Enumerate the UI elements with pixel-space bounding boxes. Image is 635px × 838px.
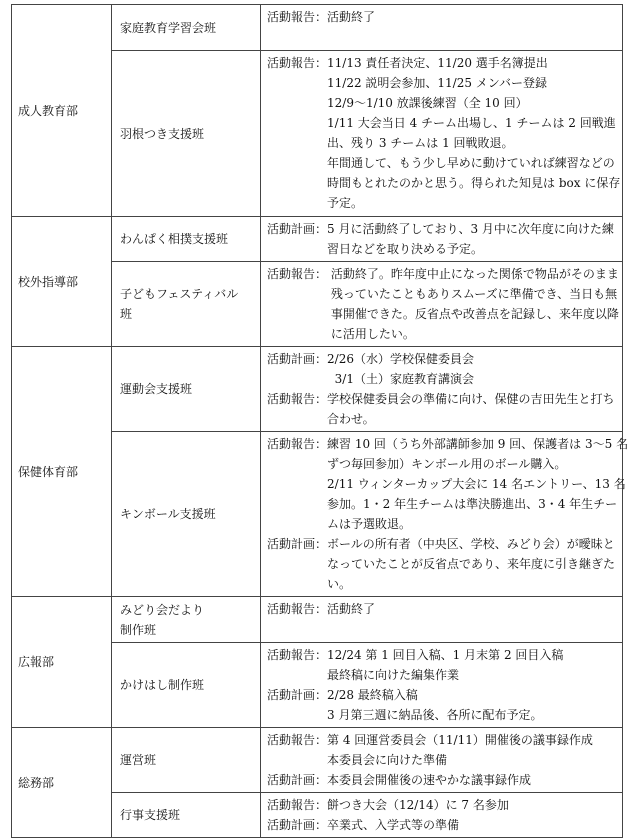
team-name-line: 羽根つき支援班 [120,126,205,141]
entry-line: 2/26（水）学校保健委員会 [327,352,474,366]
entry-body [327,219,618,259]
activity-entry [267,685,618,725]
entry-line: 3 月第三週に納品後、各所に配布予定。 [327,708,543,722]
team-cell [112,432,261,597]
team-cell [112,217,261,262]
entry-line: 2/11 ウィンターカップ大会に 14 名エントリー、13 名 [327,477,626,491]
team-name-line: 家庭教育学習会班 [120,20,217,35]
entry-label: 活動報告： [267,798,328,812]
entry-body [327,389,618,429]
entry-line: なっていたことが反省点であり、来年度に引き継ぎた [327,557,616,571]
entry-label: 活動計画： [267,818,328,832]
content-cell [261,217,623,262]
entry-line: 学校保健委員会の準備に向け、保健の吉田先生と打ち [327,392,615,406]
team-name-line: みどり会だより [120,602,205,617]
entry-line: 5 月に活動終了しており、3 月中に次年度に向けた練 [327,222,614,236]
team-cell [112,643,261,728]
entry-label: 活動報告： [267,10,328,24]
entry-body [327,795,618,815]
entry-body [327,53,620,213]
department-name: 校外指導部 [18,274,79,289]
department-cell [12,217,112,347]
team-cell [112,793,261,838]
team-name-line: 班 [120,307,133,321]
table-row [12,5,623,51]
team-name-line: 運動会支援班 [120,382,193,396]
entry-line: ボールの所有者（中央区、学校、みどり会）が曖昧と [327,537,615,551]
team-name-line: 運営班 [120,753,157,767]
entry-line: 12/9～1/10 放課後練習（全 10 回） [327,96,528,110]
entry-body [327,685,618,725]
team-cell [112,5,261,51]
team-cell [112,728,261,793]
entry-line: 年間通して、もう少し早めに動けていれば練習などの [327,156,615,170]
department-name: 広報部 [18,655,55,669]
content-cell [261,793,623,838]
activity-report-document [11,4,629,838]
entry-line: 予定。 [327,196,364,210]
entry-line: 事開催できた。反省点や改善点を記録し、来年度以降 [327,307,619,321]
content-cell [261,5,623,51]
entry-body [327,264,619,344]
table-row [12,217,623,262]
entry-line: ムは予選敗退。 [327,517,412,531]
entry-label: 活動計画： [267,222,328,236]
team-name-line: かけはし制作班 [120,678,205,692]
entry-label: 活動計画： [267,352,328,366]
entry-label: 活動報告： [267,602,328,616]
team-name-line: 子どもフェスティバル [120,287,239,301]
activity-entry [267,795,618,815]
entry-label: 活動計画： [267,773,328,787]
entry-body [327,434,628,534]
entry-line: 練習 10 回（うち外部講師参加 9 回、保護者は 3～5 名 [327,437,629,451]
entry-body [327,349,618,389]
team-cell [112,347,261,432]
content-cell [261,597,623,643]
table-row [12,597,623,643]
department-name: 成人教育部 [18,103,79,118]
department-cell [12,347,112,597]
activity-table [11,4,629,838]
content-cell [261,728,623,793]
entry-line: 餅つき大会（12/14）に 7 名参加 [327,798,509,812]
entry-line: ずつ毎回参加）キンボール用のボール購入。 [327,457,567,471]
activity-entry [267,770,618,790]
entry-label: 活動報告： [267,392,328,406]
activity-entry [267,730,618,770]
entry-label: 活動報告： [267,648,328,662]
entry-line: 卒業式、入学式等の準備 [327,818,460,832]
table-row [12,347,623,432]
content-cell [261,347,623,432]
entry-line: 合わせ。 [327,412,375,426]
entry-line: 2/28 最終稿入稿 [327,688,418,702]
team-name-line: 行事支援班 [120,808,181,822]
entry-line: 3/1（土）家庭教育講演会 [327,372,474,386]
entry-line: に活用したい。 [327,327,415,341]
team-name-line: わんぱく相撲支援班 [120,232,229,246]
activity-entry [267,534,618,594]
department-name: 総務部 [18,775,55,790]
activity-entry [267,53,621,213]
team-name-line: キンボール支援班 [120,507,216,521]
entry-body [327,645,618,685]
entry-body [327,599,618,619]
content-cell [261,643,623,728]
entry-line: 1/11 大会当日 4 チーム出場し、1 チームは 2 回戦進 [327,116,616,130]
entry-line: 本委員会開催後の速やかな議事録作成 [327,773,532,787]
entry-line: 12/24 第 1 回目入稿、1 月末第 2 回目入稿 [327,648,564,662]
entry-label: 活動報告： [267,733,328,747]
department-cell [12,597,112,728]
activity-entry [267,264,618,344]
entry-line: 第 4 回運営委員会（11/11）開催後の議事録作成 [327,733,593,747]
activity-entry [267,815,618,835]
entry-line: い。 [327,577,352,591]
entry-label: 活動報告： [267,56,328,70]
team-cell [112,51,261,217]
entry-line: 参加。1・2 年生チームは準決勝進出、3・4 年生チー [327,497,618,511]
entry-body [327,7,618,27]
entry-line: 習日などを取り決める予定。 [327,242,484,256]
entry-label: 活動計画： [267,537,328,551]
entry-body [327,534,618,594]
activity-entry [267,389,618,429]
team-cell [112,262,261,347]
entry-line: 活動終了。昨年度中止になった関係で物品がそのまま [327,267,619,281]
entry-line: 出、残り 3 チームは 1 回戦敗退。 [327,136,514,150]
content-cell [261,432,629,597]
department-name: 保健体育部 [18,464,79,479]
table-row [12,728,623,793]
department-cell [12,5,112,217]
entry-body [327,815,618,835]
entry-body [327,770,618,790]
activity-entry [267,219,618,259]
entry-line: 残っていたこともありスムーズに準備でき、当日も無 [327,287,618,301]
activity-entry [267,645,618,685]
activity-table-body [12,5,629,838]
content-cell [261,51,623,217]
entry-line: 最終稿に向けた編集作業 [327,668,460,682]
department-cell [12,728,112,838]
activity-entry [267,349,618,389]
entry-label: 活動報告： [267,437,328,451]
entry-label: 活動計画： [267,688,328,702]
content-cell [261,262,623,347]
entry-line: 活動終了 [327,10,376,24]
entry-label: 活動報告： [267,267,328,281]
entry-line: 本委員会に向けた準備 [327,753,448,767]
entry-line: 11/22 説明会参加、11/25 メンバー登録 [327,76,547,90]
entry-body [327,730,618,770]
entry-line: 活動終了 [327,602,376,616]
activity-entry [267,434,629,534]
entry-line: 時間もとれたのかと思う。得られた知見は box に保存 [327,176,621,190]
entry-line: 11/13 責任者決定、11/20 選手名簿提出 [327,56,548,70]
team-cell [112,597,261,643]
team-name-line: 制作班 [120,622,157,637]
activity-entry [267,599,618,619]
activity-entry [267,7,618,27]
